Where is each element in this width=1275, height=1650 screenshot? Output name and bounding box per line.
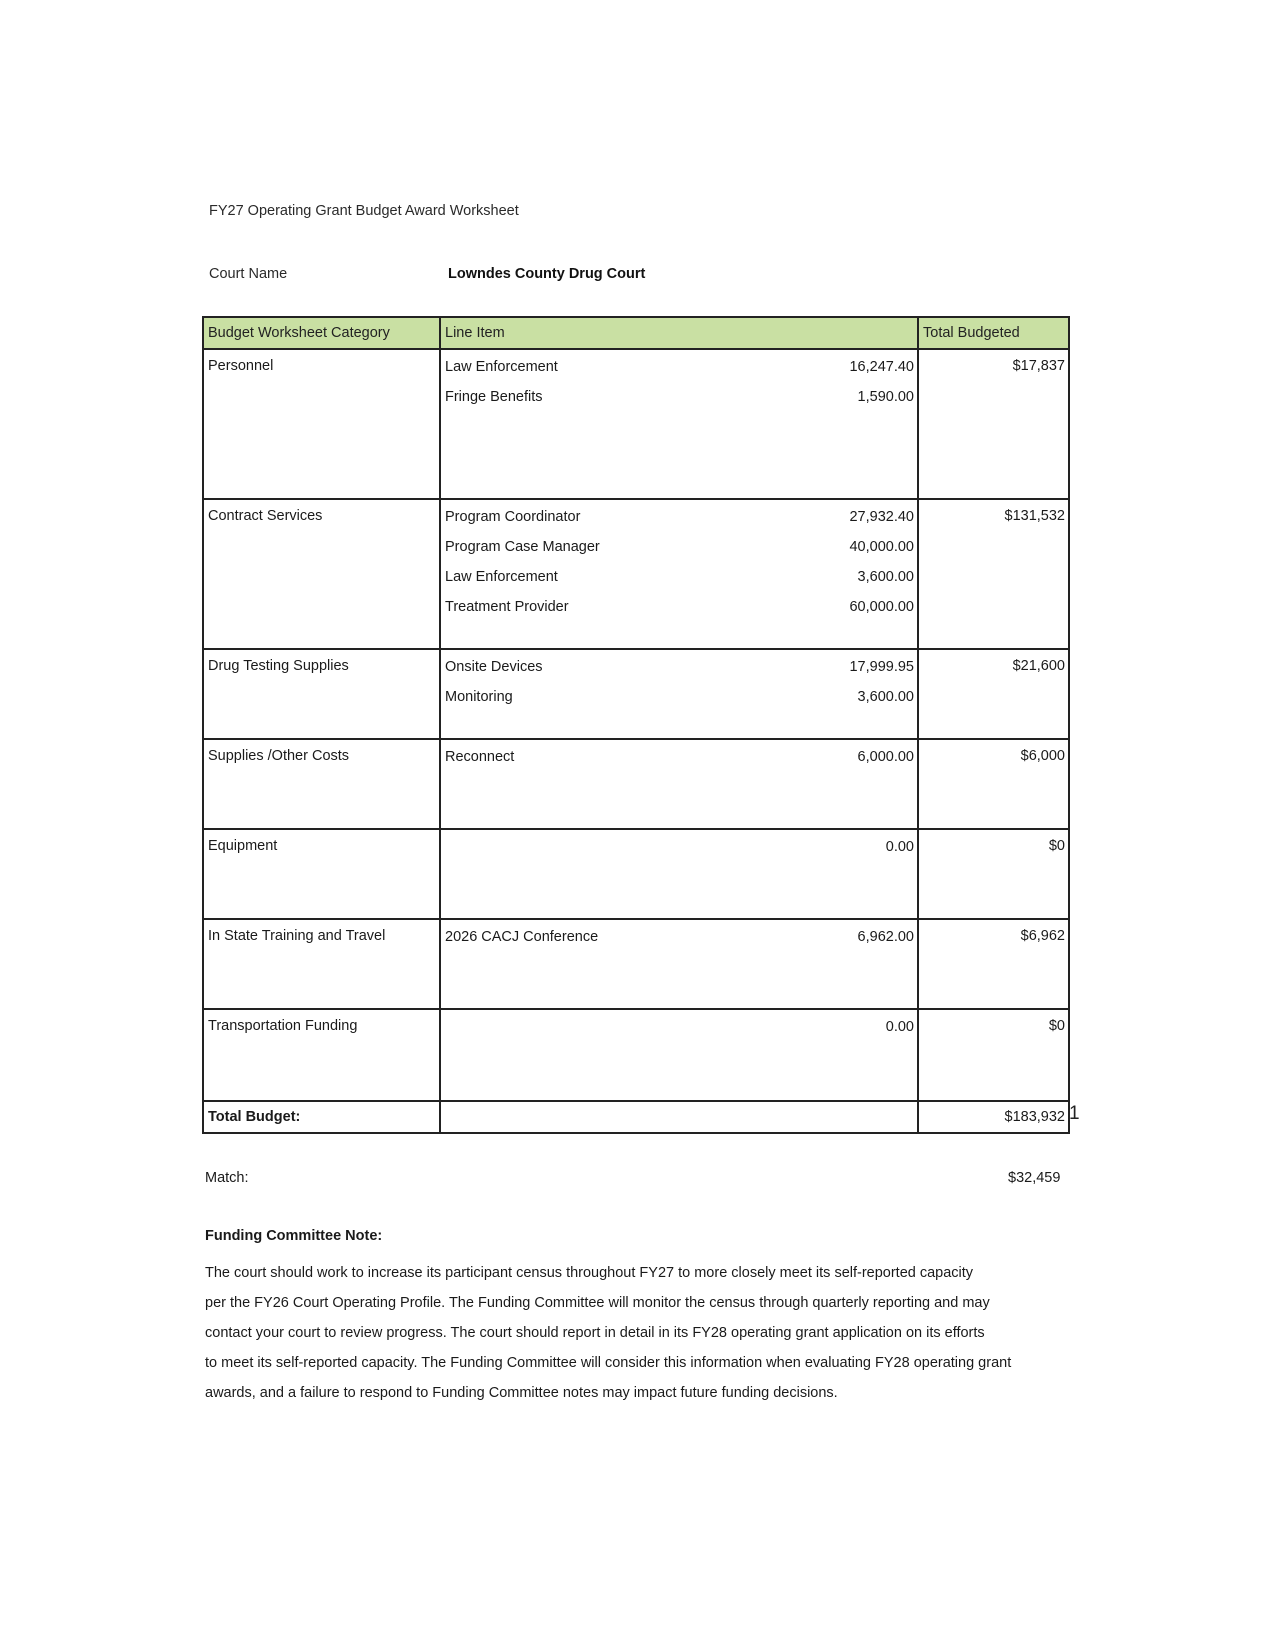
note-line: awards, and a failure to respond to Funding Committee notes may impact future funding decisions.: [205, 1385, 838, 1401]
total-budget-row: [203, 1101, 1069, 1133]
empty-cell: [440, 1101, 918, 1133]
category-total: $6,962: [1020, 928, 1065, 944]
total-budget-value: $183,932: [1004, 1109, 1065, 1125]
page-number: 1: [1069, 1103, 1080, 1124]
line-item-amount: 60,000.00: [849, 599, 914, 615]
court-name-label: Court Name: [209, 266, 288, 282]
line-items-cell: [440, 349, 918, 499]
line-item: [441, 592, 917, 622]
table-row: [203, 739, 1069, 829]
line-item-label: Treatment Provider: [445, 599, 569, 615]
total-cell: [918, 739, 1069, 829]
budget-table: [202, 316, 1070, 1134]
line-item: [441, 352, 917, 382]
note-line: contact your court to review progress. The court should report in detail in its FY28 operating grant application on its efforts: [205, 1325, 985, 1341]
category-cell: [203, 649, 440, 739]
table-row: [203, 919, 1069, 1009]
total-budget-label: Total Budget:: [208, 1109, 301, 1125]
category-total: $17,837: [1012, 358, 1065, 374]
category-label: Supplies /Other Costs: [208, 748, 350, 764]
line-item-label: Program Coordinator: [445, 509, 581, 525]
line-item-amount: 0.00: [885, 1019, 914, 1035]
category-label: Equipment: [208, 838, 278, 854]
line-items-cell: [440, 649, 918, 739]
line-item: [441, 682, 917, 712]
category-label: In State Training and Travel: [208, 928, 386, 944]
table-row: [203, 499, 1069, 649]
match-label: Match:: [205, 1170, 249, 1186]
table-row: [203, 349, 1069, 499]
total-cell: [918, 829, 1069, 919]
line-items-cell: [440, 1009, 918, 1101]
court-name-value: Lowndes County Drug Court: [448, 266, 646, 282]
table-row: [203, 649, 1069, 739]
line-item: [441, 382, 917, 412]
line-item-amount: 16,247.40: [849, 359, 914, 375]
category-label: Transportation Funding: [208, 1018, 358, 1034]
line-item-label: Monitoring: [445, 689, 513, 705]
table-header-row: [203, 317, 1069, 349]
category-cell: [203, 919, 440, 1009]
category-cell: [203, 829, 440, 919]
line-items-cell: [440, 829, 918, 919]
document-title: FY27 Operating Grant Budget Award Worksheet: [209, 203, 519, 219]
line-items-cell: [440, 739, 918, 829]
note-line: The court should work to increase its participant census throughout FY27 to more closely meet its self-reported capacity: [205, 1265, 974, 1281]
line-item-label: Fringe Benefits: [445, 389, 543, 405]
line-item-amount: 40,000.00: [849, 539, 914, 555]
line-item-label: Program Case Manager: [445, 539, 600, 555]
category-label: Drug Testing Supplies: [208, 658, 349, 674]
category-label: Contract Services: [208, 508, 323, 524]
line-item-label: 2026 CACJ Conference: [445, 929, 599, 945]
total-cell: [918, 1009, 1069, 1101]
line-item-label: Reconnect: [445, 749, 515, 765]
line-item-amount: 0.00: [885, 839, 914, 855]
header-total: Total Budgeted: [918, 317, 1069, 349]
category-cell: [203, 1009, 440, 1101]
line-items-cell: [440, 499, 918, 649]
line-item-amount: 1,590.00: [857, 389, 914, 405]
line-item: [441, 652, 917, 682]
line-item-amount: 6,962.00: [857, 929, 914, 945]
match-value: $32,459: [1008, 1170, 1061, 1186]
line-item-label: Onsite Devices: [445, 659, 543, 675]
category-total: $6,000: [1020, 748, 1065, 764]
line-item: [441, 1012, 917, 1042]
category-total: $0: [1048, 1018, 1065, 1034]
category-total: $0: [1048, 838, 1065, 854]
line-item: [441, 532, 917, 562]
line-item-amount: 3,600.00: [857, 569, 914, 585]
header-category: Budget Worksheet Category: [203, 317, 440, 349]
category-cell: [203, 739, 440, 829]
header-line-item: Line Item: [440, 317, 918, 349]
line-item: [441, 922, 917, 952]
category-total: $131,532: [1004, 508, 1065, 524]
line-item: [441, 562, 917, 592]
total-cell: [918, 349, 1069, 499]
note-heading: Funding Committee Note:: [205, 1228, 383, 1244]
note-line: to meet its self-reported capacity. The Funding Committee will consider this information when evaluating FY28 operating grant: [205, 1355, 1012, 1371]
total-cell: [918, 499, 1069, 649]
line-item-label: Law Enforcement: [445, 569, 558, 585]
line-item-label: Law Enforcement: [445, 359, 558, 375]
note-line: per the FY26 Court Operating Profile. The Funding Committee will monitor the census through quarterly reporting and may: [205, 1295, 990, 1311]
note-body: [205, 1258, 1011, 1408]
total-cell: [918, 649, 1069, 739]
line-item: [441, 502, 917, 532]
line-item-amount: 27,932.40: [849, 509, 914, 525]
line-item: [441, 832, 917, 862]
line-item: [441, 742, 917, 772]
line-item-amount: 3,600.00: [857, 689, 914, 705]
table-row: [203, 1009, 1069, 1101]
line-item-amount: 6,000.00: [857, 749, 914, 765]
category-total: $21,600: [1012, 658, 1065, 674]
table-row: [203, 829, 1069, 919]
line-items-cell: [440, 919, 918, 1009]
line-item-amount: 17,999.95: [849, 659, 914, 675]
category-label: Personnel: [208, 358, 274, 374]
category-cell: [203, 349, 440, 499]
total-cell: [918, 919, 1069, 1009]
category-cell: [203, 499, 440, 649]
